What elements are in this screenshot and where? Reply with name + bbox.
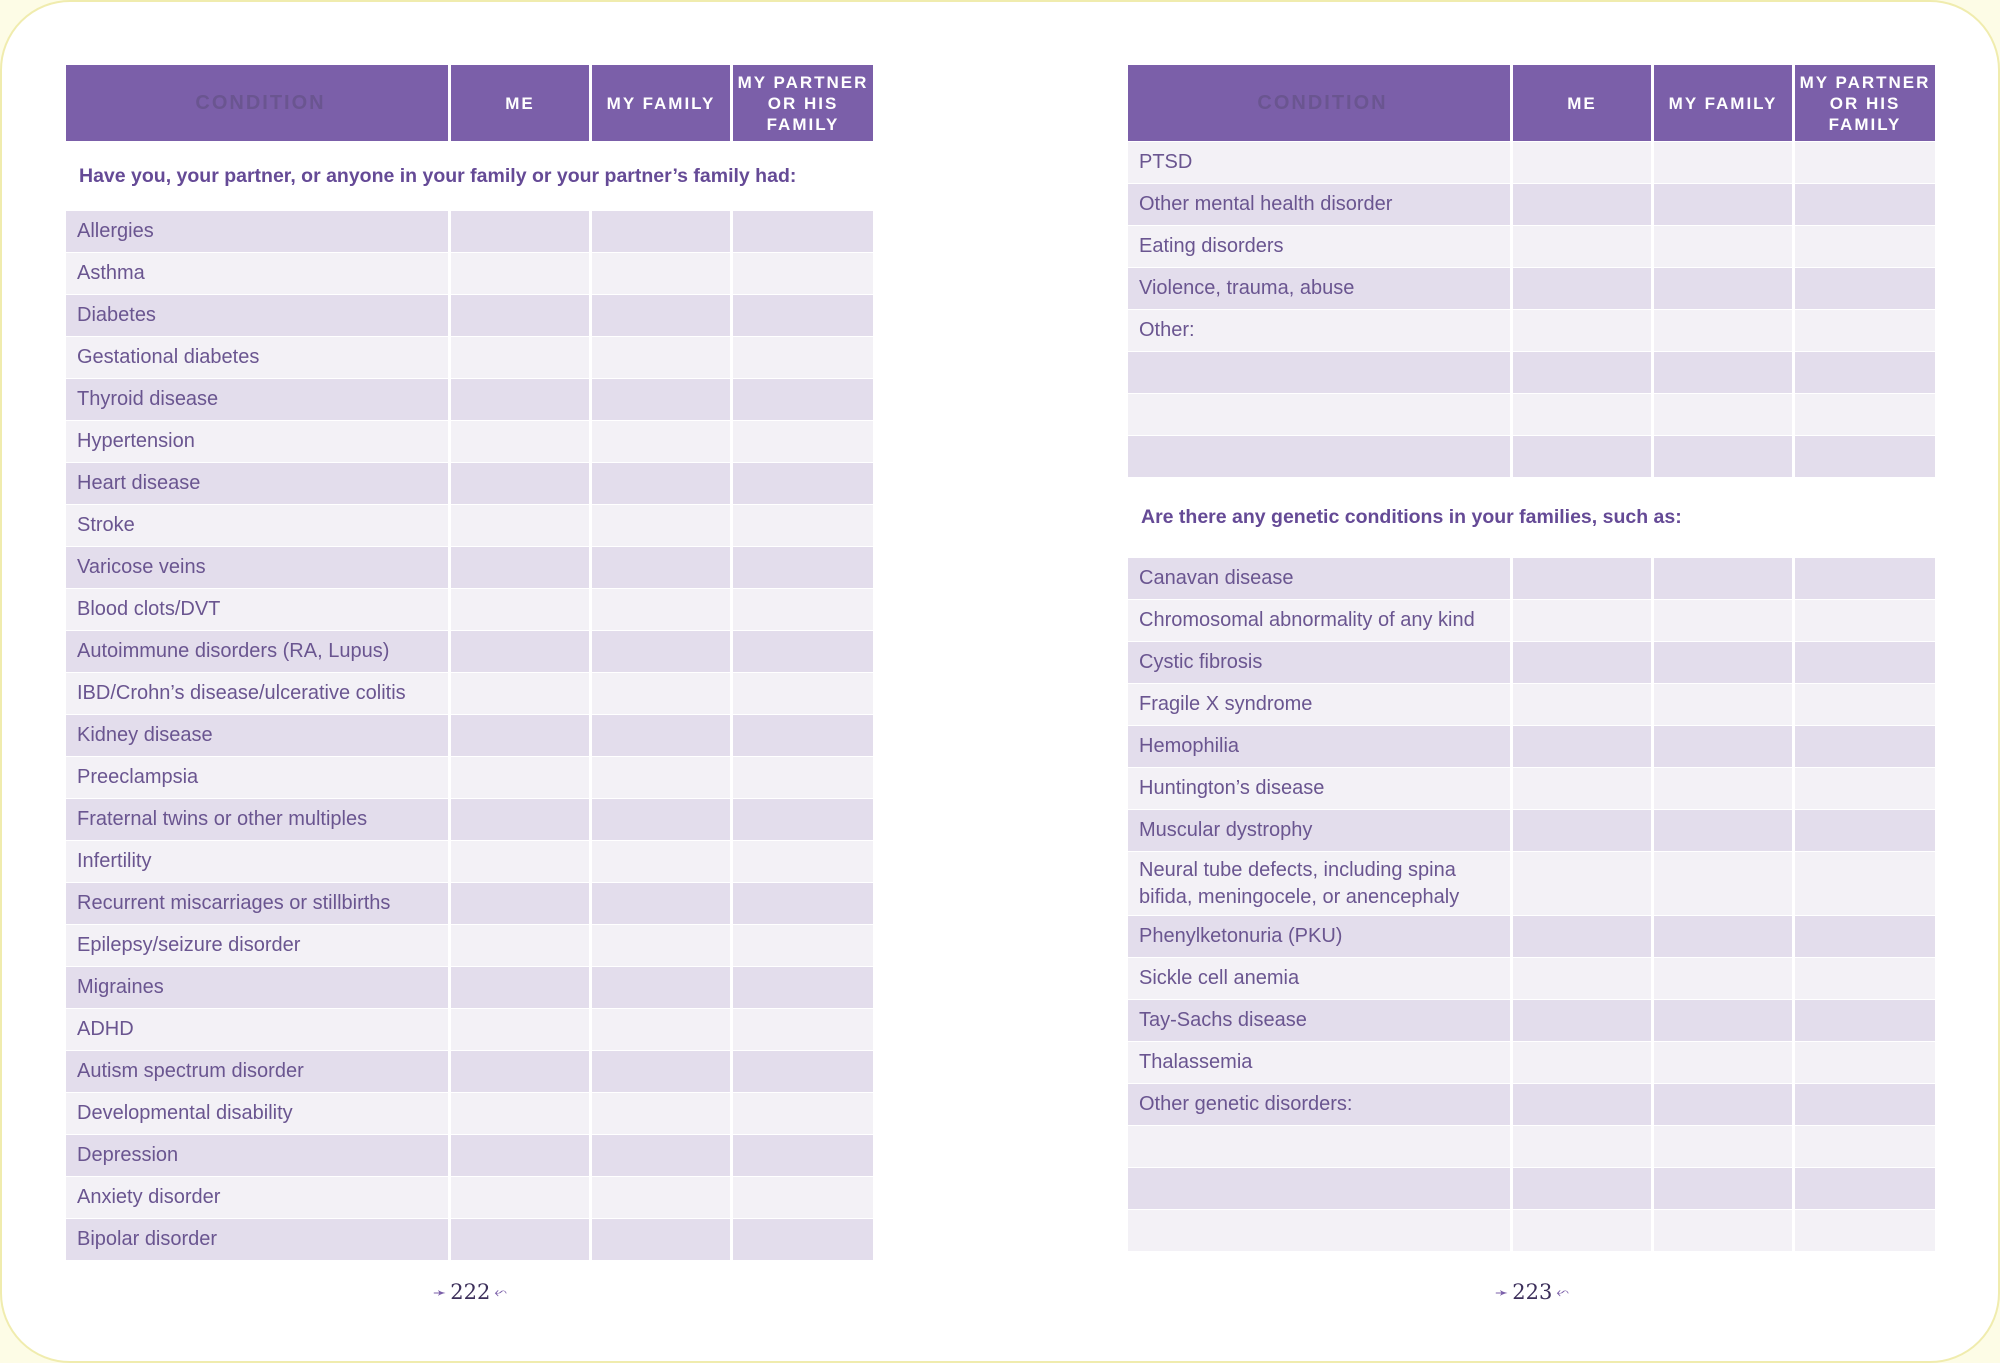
my-family-checkbox-cell[interactable] [1654,142,1792,183]
me-checkbox-cell[interactable] [1513,268,1651,309]
my-family-checkbox-cell[interactable] [592,211,730,252]
header-condition: CONDITION [1128,65,1510,141]
me-checkbox-cell[interactable] [1513,226,1651,267]
me-checkbox-cell[interactable] [1513,1000,1651,1041]
partner-family-checkbox-cell[interactable] [733,421,873,462]
section-prompt: Are there any genetic conditions in your families, such as: [1141,506,1682,528]
condition-label: Bipolar disorder [66,1219,448,1260]
me-checkbox-cell[interactable] [1513,558,1651,599]
condition-label: Neural tube defects, including spina bifida, meningocele, or anencephaly [1128,852,1510,915]
partner-family-checkbox-cell[interactable] [733,295,873,336]
condition-label: Gestational diabetes [66,337,448,378]
partner-family-checkbox-cell[interactable] [1795,268,1935,309]
me-checkbox-cell[interactable] [1513,726,1651,767]
table-row [66,505,876,546]
partner-family-checkbox-cell[interactable] [1795,600,1935,641]
my-family-checkbox-cell[interactable] [592,1093,730,1134]
condition-label: Autoimmune disorders (RA, Lupus) [66,631,448,672]
arrow-left-ornament-icon: ⬿ [494,1282,508,1301]
partner-family-checkbox-cell[interactable] [733,463,873,504]
my-family-checkbox-cell[interactable] [1654,1210,1792,1251]
condition-label: Heart disease [66,463,448,504]
table-row [1128,394,1938,435]
table-row [66,211,876,252]
table-row [66,421,876,462]
table-row [1128,436,1938,477]
me-checkbox-cell[interactable] [451,1219,589,1260]
me-checkbox-cell[interactable] [451,1135,589,1176]
me-checkbox-cell[interactable] [451,1093,589,1134]
me-checkbox-cell[interactable] [1513,1084,1651,1125]
partner-family-checkbox-cell[interactable] [733,841,873,882]
my-family-checkbox-cell[interactable] [1654,436,1792,477]
condition-label: Kidney disease [66,715,448,756]
condition-label [1128,1126,1510,1167]
condition-label: Other: [1128,310,1510,351]
partner-family-checkbox-cell[interactable] [1795,726,1935,767]
partner-family-checkbox-cell[interactable] [733,757,873,798]
table-row [1128,1210,1938,1251]
condition-label [1128,1168,1510,1209]
table-row [66,295,876,336]
table-row [66,547,876,588]
partner-family-checkbox-cell[interactable] [733,967,873,1008]
condition-label: Asthma [66,253,448,294]
me-checkbox-cell[interactable] [1513,810,1651,851]
table-row [66,337,876,378]
my-family-checkbox-cell[interactable] [1654,958,1792,999]
table-row [66,631,876,672]
table-row [1128,142,1938,183]
partner-family-checkbox-cell[interactable] [733,631,873,672]
condition-label: Recurrent miscarriages or stillbirths [66,883,448,924]
partner-family-checkbox-cell[interactable] [733,1093,873,1134]
my-family-checkbox-cell[interactable] [1654,310,1792,351]
my-family-checkbox-cell[interactable] [1654,852,1792,915]
page-number-text: 222 [450,1280,491,1304]
condition-label: Thalassemia [1128,1042,1510,1083]
me-checkbox-cell[interactable] [451,1009,589,1050]
header-partner-family: MY PARTNER OR HIS FAMILY [1795,65,1935,141]
me-checkbox-cell[interactable] [451,673,589,714]
partner-family-checkbox-cell[interactable] [1795,768,1935,809]
condition-label: Cystic fibrosis [1128,642,1510,683]
partner-family-checkbox-cell[interactable] [733,1009,873,1050]
partner-family-checkbox-cell[interactable] [733,925,873,966]
partner-family-checkbox-cell[interactable] [733,253,873,294]
table-row [66,925,876,966]
me-checkbox-cell[interactable] [451,295,589,336]
my-family-checkbox-cell[interactable] [592,295,730,336]
partner-family-checkbox-cell[interactable] [1795,226,1935,267]
condition-label: Blood clots/DVT [66,589,448,630]
me-checkbox-cell[interactable] [1513,436,1651,477]
partner-family-checkbox-cell[interactable] [1795,1168,1935,1209]
table-row [66,589,876,630]
table-row [1128,684,1938,725]
partner-family-checkbox-cell[interactable] [1795,352,1935,393]
my-family-checkbox-cell[interactable] [1654,184,1792,225]
condition-label [1128,436,1510,477]
partner-family-checkbox-cell[interactable] [1795,1000,1935,1041]
condition-label: Hypertension [66,421,448,462]
partner-family-checkbox-cell[interactable] [1795,1084,1935,1125]
me-checkbox-cell[interactable] [1513,1042,1651,1083]
my-family-checkbox-cell[interactable] [1654,1000,1792,1041]
table-row [1128,642,1938,683]
condition-label: Canavan disease [1128,558,1510,599]
condition-label: Tay-Sachs disease [1128,1000,1510,1041]
partner-family-checkbox-cell[interactable] [733,715,873,756]
me-checkbox-cell[interactable] [451,841,589,882]
condition-label: PTSD [1128,142,1510,183]
partner-family-checkbox-cell[interactable] [1795,558,1935,599]
me-checkbox-cell[interactable] [451,211,589,252]
my-family-checkbox-cell[interactable] [592,883,730,924]
my-family-checkbox-cell[interactable] [1654,1168,1792,1209]
condition-label: Hemophilia [1128,726,1510,767]
table-row [66,1009,876,1050]
condition-list [66,211,876,1260]
partner-family-checkbox-cell[interactable] [733,505,873,546]
my-family-checkbox-cell[interactable] [592,337,730,378]
condition-label: Thyroid disease [66,379,448,420]
table-row [1128,958,1938,999]
table-row [66,757,876,798]
me-checkbox-cell[interactable] [451,505,589,546]
page-number [1432,1280,1632,1304]
me-checkbox-cell[interactable] [1513,142,1651,183]
header-condition: CONDITION [66,65,448,141]
table-row [1128,1168,1938,1209]
me-checkbox-cell[interactable] [1513,852,1651,915]
me-checkbox-cell[interactable] [451,379,589,420]
my-family-checkbox-cell[interactable] [592,505,730,546]
table-row [1128,1084,1938,1125]
partner-family-checkbox-cell[interactable] [733,799,873,840]
condition-label: Anxiety disorder [66,1177,448,1218]
condition-label: Preeclampsia [66,757,448,798]
table-row [66,463,876,504]
my-family-checkbox-cell[interactable] [1654,768,1792,809]
table-row [1128,726,1938,767]
table-row [1128,352,1938,393]
condition-label: Chromosomal abnormality of any kind [1128,600,1510,641]
me-checkbox-cell[interactable] [1513,684,1651,725]
arrow-right-ornament-icon: ➛ [1494,1282,1509,1302]
table-row [66,1135,876,1176]
my-family-checkbox-cell[interactable] [592,925,730,966]
my-family-checkbox-cell[interactable] [592,1051,730,1092]
me-checkbox-cell[interactable] [1513,768,1651,809]
partner-family-checkbox-cell[interactable] [1795,684,1935,725]
table-row [66,883,876,924]
my-family-checkbox-cell[interactable] [592,1135,730,1176]
my-family-checkbox-cell[interactable] [1654,268,1792,309]
my-family-checkbox-cell[interactable] [592,1177,730,1218]
my-family-checkbox-cell[interactable] [1654,558,1792,599]
condition-list [1128,142,1938,477]
my-family-checkbox-cell[interactable] [592,757,730,798]
genetic-condition-list [1128,558,1938,1251]
partner-family-checkbox-cell[interactable] [733,1177,873,1218]
partner-family-checkbox-cell[interactable] [733,589,873,630]
table-row [66,379,876,420]
my-family-checkbox-cell[interactable] [592,547,730,588]
my-family-checkbox-cell[interactable] [592,463,730,504]
me-checkbox-cell[interactable] [451,1177,589,1218]
partner-family-checkbox-cell[interactable] [733,547,873,588]
partner-family-checkbox-cell[interactable] [1795,852,1935,915]
partner-family-checkbox-cell[interactable] [733,1051,873,1092]
me-checkbox-cell[interactable] [451,715,589,756]
my-family-checkbox-cell[interactable] [1654,810,1792,851]
my-family-checkbox-cell[interactable] [592,673,730,714]
partner-family-checkbox-cell[interactable] [1795,642,1935,683]
condition-label: Muscular dystrophy [1128,810,1510,851]
table-row [66,967,876,1008]
table-row [1128,1042,1938,1083]
table-header [66,65,876,141]
my-family-checkbox-cell[interactable] [592,799,730,840]
me-checkbox-cell[interactable] [451,799,589,840]
my-family-checkbox-cell[interactable] [1654,916,1792,957]
condition-label: Epilepsy/seizure disorder [66,925,448,966]
my-family-checkbox-cell[interactable] [592,631,730,672]
table-row [66,673,876,714]
table-row [66,715,876,756]
table-row [1128,768,1938,809]
me-checkbox-cell[interactable] [1513,310,1651,351]
me-checkbox-cell[interactable] [1513,352,1651,393]
partner-family-checkbox-cell[interactable] [1795,1126,1935,1167]
me-checkbox-cell[interactable] [451,925,589,966]
my-family-checkbox-cell[interactable] [592,1009,730,1050]
partner-family-checkbox-cell[interactable] [733,379,873,420]
table-row [1128,558,1938,599]
header-my-family: MY FAMILY [592,65,730,141]
partner-family-checkbox-cell[interactable] [733,883,873,924]
header-me: ME [451,65,589,141]
me-checkbox-cell[interactable] [1513,958,1651,999]
condition-label [1128,394,1510,435]
my-family-checkbox-cell[interactable] [592,379,730,420]
arrow-left-ornament-icon: ⬿ [1556,1282,1570,1301]
table-row [66,841,876,882]
partner-family-checkbox-cell[interactable] [1795,1042,1935,1083]
condition-label: Developmental disability [66,1093,448,1134]
my-family-checkbox-cell[interactable] [592,421,730,462]
condition-label: Violence, trauma, abuse [1128,268,1510,309]
me-checkbox-cell[interactable] [1513,1210,1651,1251]
me-checkbox-cell[interactable] [451,883,589,924]
my-family-checkbox-cell[interactable] [1654,394,1792,435]
me-checkbox-cell[interactable] [451,547,589,588]
my-family-checkbox-cell[interactable] [592,715,730,756]
table-row [1128,600,1938,641]
condition-label: Phenylketonuria (PKU) [1128,916,1510,957]
condition-label: Diabetes [66,295,448,336]
condition-label: Migraines [66,967,448,1008]
condition-label: Depression [66,1135,448,1176]
table-row [1128,1126,1938,1167]
my-family-checkbox-cell[interactable] [1654,726,1792,767]
partner-family-checkbox-cell[interactable] [733,673,873,714]
condition-label: Fraternal twins or other multiples [66,799,448,840]
table-row [1128,1000,1938,1041]
my-family-checkbox-cell[interactable] [592,1219,730,1260]
my-family-checkbox-cell[interactable] [1654,226,1792,267]
my-family-checkbox-cell[interactable] [1654,1126,1792,1167]
my-family-checkbox-cell[interactable] [1654,352,1792,393]
table-row [1128,268,1938,309]
condition-label: Huntington’s disease [1128,768,1510,809]
table-header [1128,65,1938,141]
page-number [370,1280,570,1304]
partner-family-checkbox-cell[interactable] [733,211,873,252]
condition-label: Autism spectrum disorder [66,1051,448,1092]
me-checkbox-cell[interactable] [1513,1126,1651,1167]
partner-family-checkbox-cell[interactable] [1795,184,1935,225]
table-row [1128,852,1938,915]
my-family-checkbox-cell[interactable] [1654,1084,1792,1125]
condition-label: Other genetic disorders: [1128,1084,1510,1125]
header-me: ME [1513,65,1651,141]
me-checkbox-cell[interactable] [1513,600,1651,641]
partner-family-checkbox-cell[interactable] [733,1219,873,1260]
my-family-checkbox-cell[interactable] [1654,684,1792,725]
header-my-family: MY FAMILY [1654,65,1792,141]
my-family-checkbox-cell[interactable] [1654,600,1792,641]
left-page [66,65,876,1261]
me-checkbox-cell[interactable] [451,337,589,378]
condition-label: Stroke [66,505,448,546]
partner-family-checkbox-cell[interactable] [1795,810,1935,851]
me-checkbox-cell[interactable] [451,757,589,798]
table-row [66,1177,876,1218]
table-row [1128,226,1938,267]
condition-label: Eating disorders [1128,226,1510,267]
condition-label: IBD/Crohn’s disease/ulcerative colitis [66,673,448,714]
me-checkbox-cell[interactable] [1513,916,1651,957]
partner-family-checkbox-cell[interactable] [1795,916,1935,957]
partner-family-checkbox-cell[interactable] [1795,142,1935,183]
me-checkbox-cell[interactable] [451,589,589,630]
my-family-checkbox-cell[interactable] [592,967,730,1008]
table-row [66,253,876,294]
me-checkbox-cell[interactable] [451,421,589,462]
arrow-right-ornament-icon: ➛ [432,1282,447,1302]
partner-family-checkbox-cell[interactable] [733,337,873,378]
me-checkbox-cell[interactable] [1513,1168,1651,1209]
partner-family-checkbox-cell[interactable] [1795,436,1935,477]
partner-family-checkbox-cell[interactable] [1795,958,1935,999]
table-row [1128,184,1938,225]
condition-label: Sickle cell anemia [1128,958,1510,999]
me-checkbox-cell[interactable] [451,1051,589,1092]
me-checkbox-cell[interactable] [1513,394,1651,435]
table-row [66,799,876,840]
table-row [66,1051,876,1092]
table-row [1128,310,1938,351]
condition-label: Allergies [66,211,448,252]
condition-label: Other mental health disorder [1128,184,1510,225]
me-checkbox-cell[interactable] [451,253,589,294]
me-checkbox-cell[interactable] [451,967,589,1008]
right-page [1128,65,1938,1252]
me-checkbox-cell[interactable] [1513,184,1651,225]
condition-label: Infertility [66,841,448,882]
condition-label [1128,1210,1510,1251]
partner-family-checkbox-cell[interactable] [1795,1210,1935,1251]
me-checkbox-cell[interactable] [451,463,589,504]
my-family-checkbox-cell[interactable] [592,841,730,882]
table-row [66,1219,876,1260]
table-row [66,1093,876,1134]
me-checkbox-cell[interactable] [1513,642,1651,683]
table-row [1128,810,1938,851]
my-family-checkbox-cell[interactable] [1654,1042,1792,1083]
header-partner-family: MY PARTNER OR HIS FAMILY [733,65,873,141]
condition-label [1128,352,1510,393]
condition-label: Varicose veins [66,547,448,588]
condition-label: Fragile X syndrome [1128,684,1510,725]
my-family-checkbox-cell[interactable] [1654,642,1792,683]
section-prompt: Have you, your partner, or anyone in your family or your partner’s family had: [79,165,797,187]
partner-family-checkbox-cell[interactable] [733,1135,873,1176]
me-checkbox-cell[interactable] [451,631,589,672]
my-family-checkbox-cell[interactable] [592,253,730,294]
my-family-checkbox-cell[interactable] [592,589,730,630]
page-number-text: 223 [1512,1280,1553,1304]
condition-label: ADHD [66,1009,448,1050]
partner-family-checkbox-cell[interactable] [1795,394,1935,435]
partner-family-checkbox-cell[interactable] [1795,310,1935,351]
table-row [1128,916,1938,957]
